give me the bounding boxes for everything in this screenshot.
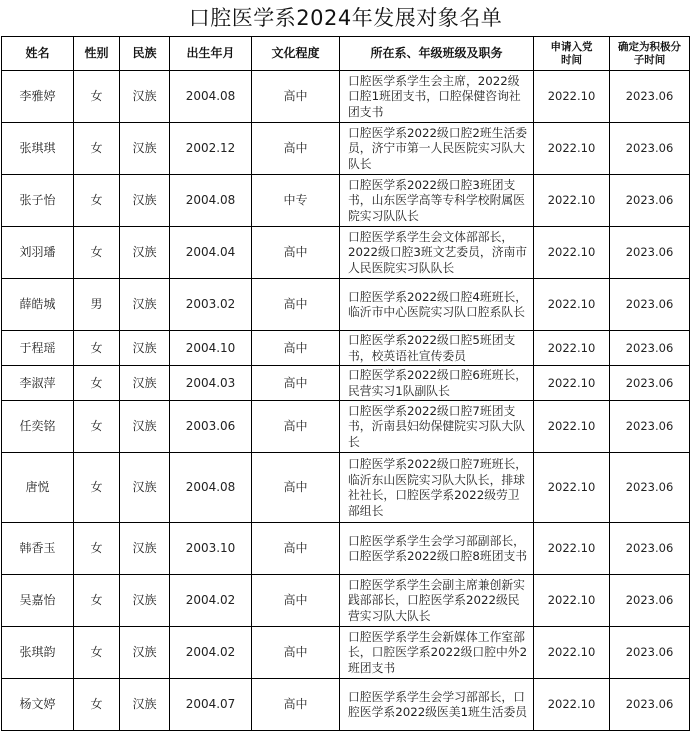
cell-position: 口腔医学系学生会学习部副部长，口腔医学系2022级口腔8班团支书 (340, 523, 534, 575)
cell-gender: 女 (74, 453, 120, 523)
table-row (2, 453, 690, 523)
cell-ethnicity: 汉族 (120, 279, 170, 331)
cell-name: 刘羽璠 (2, 227, 74, 279)
table-row (2, 401, 690, 453)
header-gender: 性别 (74, 37, 120, 71)
cell-birth: 2004.10 (170, 331, 252, 366)
cell-ethnicity: 汉族 (120, 227, 170, 279)
header-education: 文化程度 (252, 37, 340, 71)
cell-position: 口腔医学系学生会副主席兼创新实践部部长，口腔医学系2022级民营实习队大队长 (340, 575, 534, 627)
cell-apply-date: 2022.10 (534, 123, 610, 175)
cell-ethnicity: 汉族 (120, 453, 170, 523)
cell-ethnicity: 汉族 (120, 627, 170, 679)
cell-name: 吴嘉怡 (2, 575, 74, 627)
cell-apply-date: 2022.10 (534, 523, 610, 575)
cell-position: 口腔医学系2022级口腔5班团支书，校英语社宣传委员 (340, 331, 534, 366)
cell-gender: 女 (74, 175, 120, 227)
cell-ethnicity: 汉族 (120, 175, 170, 227)
cell-apply-date: 2022.10 (534, 679, 610, 731)
header-apply-date: 申请入党时间 (534, 37, 610, 71)
cell-position: 口腔医学系2022级口腔7班班长，临沂东山医院实习队大队长，排球社社长，口腔医学系2022级劳卫部组长 (340, 453, 534, 523)
cell-education: 高中 (252, 453, 340, 523)
cell-ethnicity: 汉族 (120, 123, 170, 175)
cell-name: 李雅婷 (2, 71, 74, 123)
table-row (2, 679, 690, 731)
cell-name: 张琪琪 (2, 123, 74, 175)
cell-activist-date: 2023.06 (610, 453, 690, 523)
cell-activist-date: 2023.06 (610, 627, 690, 679)
cell-birth: 2003.06 (170, 401, 252, 453)
cell-education: 高中 (252, 401, 340, 453)
cell-name: 韩香玉 (2, 523, 74, 575)
cell-gender: 男 (74, 279, 120, 331)
cell-apply-date: 2022.10 (534, 175, 610, 227)
cell-education: 高中 (252, 627, 340, 679)
cell-position: 口腔医学系2022级口腔7班团支书，沂南县妇幼保健院实习队大队长 (340, 401, 534, 453)
cell-activist-date: 2023.06 (610, 366, 690, 401)
cell-position: 口腔医学系2022级口腔3班团支书，山东医学高等专科学校附属医院实习队队长 (340, 175, 534, 227)
cell-apply-date: 2022.10 (534, 453, 610, 523)
cell-birth: 2003.02 (170, 279, 252, 331)
cell-position: 口腔医学系2022级口腔4班班长，临沂市中心医院实习队口腔系队长 (340, 279, 534, 331)
table-row (2, 175, 690, 227)
cell-ethnicity: 汉族 (120, 71, 170, 123)
cell-birth: 2004.02 (170, 575, 252, 627)
header-row (2, 37, 690, 71)
candidate-table (1, 36, 690, 731)
cell-education: 高中 (252, 331, 340, 366)
cell-apply-date: 2022.10 (534, 575, 610, 627)
table-row (2, 123, 690, 175)
cell-birth: 2004.02 (170, 627, 252, 679)
cell-gender: 女 (74, 227, 120, 279)
cell-birth: 2003.10 (170, 523, 252, 575)
cell-birth: 2004.08 (170, 175, 252, 227)
cell-name: 任奕铭 (2, 401, 74, 453)
cell-ethnicity: 汉族 (120, 679, 170, 731)
cell-apply-date: 2022.10 (534, 401, 610, 453)
table-row (2, 627, 690, 679)
cell-education: 高中 (252, 366, 340, 401)
header-activist-date: 确定为积极分子时间 (610, 37, 690, 71)
cell-apply-date: 2022.10 (534, 366, 610, 401)
cell-birth: 2004.08 (170, 453, 252, 523)
cell-name: 李淑萍 (2, 366, 74, 401)
cell-apply-date: 2022.10 (534, 71, 610, 123)
cell-position: 口腔医学系学生会文体部部长，2022级口腔3班文艺委员，济南市人民医院实习队队长 (340, 227, 534, 279)
cell-position: 口腔医学系2022级口腔6班班长，民营实习1队副队长 (340, 366, 534, 401)
cell-name: 唐悦 (2, 453, 74, 523)
cell-education: 高中 (252, 523, 340, 575)
cell-gender: 女 (74, 575, 120, 627)
table-body (2, 71, 690, 731)
cell-gender: 女 (74, 331, 120, 366)
cell-apply-date: 2022.10 (534, 279, 610, 331)
cell-name: 于程瑶 (2, 331, 74, 366)
table-row (2, 227, 690, 279)
page-title: 口腔医学系2024年发展对象名单 (188, 6, 503, 30)
cell-ethnicity: 汉族 (120, 575, 170, 627)
cell-education: 高中 (252, 227, 340, 279)
cell-apply-date: 2022.10 (534, 331, 610, 366)
cell-gender: 女 (74, 627, 120, 679)
cell-name: 张琪韵 (2, 627, 74, 679)
cell-activist-date: 2023.06 (610, 123, 690, 175)
cell-apply-date: 2022.10 (534, 627, 610, 679)
cell-ethnicity: 汉族 (120, 331, 170, 366)
cell-ethnicity: 汉族 (120, 401, 170, 453)
cell-activist-date: 2023.06 (610, 227, 690, 279)
header-position: 所在系、年级班级及职务 (340, 37, 534, 71)
cell-birth: 2002.12 (170, 123, 252, 175)
cell-activist-date: 2023.06 (610, 401, 690, 453)
cell-position: 口腔医学系学生会主席，2022级口腔1班团支书，口腔保健咨询社团支书 (340, 71, 534, 123)
table-row (2, 279, 690, 331)
cell-ethnicity: 汉族 (120, 366, 170, 401)
cell-activist-date: 2023.06 (610, 523, 690, 575)
cell-education: 高中 (252, 71, 340, 123)
header-birth: 出生年月 (170, 37, 252, 71)
cell-activist-date: 2023.06 (610, 331, 690, 366)
cell-gender: 女 (74, 523, 120, 575)
cell-name: 杨文婷 (2, 679, 74, 731)
table-row (2, 366, 690, 401)
cell-education: 高中 (252, 575, 340, 627)
cell-birth: 2004.07 (170, 679, 252, 731)
cell-name: 薛皓城 (2, 279, 74, 331)
cell-apply-date: 2022.10 (534, 227, 610, 279)
cell-position: 口腔医学系学生会新媒体工作室部长，口腔医学系2022级口腔中外2班团支书 (340, 627, 534, 679)
header-ethnicity: 民族 (120, 37, 170, 71)
cell-gender: 女 (74, 71, 120, 123)
cell-education: 高中 (252, 679, 340, 731)
cell-activist-date: 2023.06 (610, 279, 690, 331)
table-row (2, 331, 690, 366)
cell-activist-date: 2023.06 (610, 175, 690, 227)
cell-education: 中专 (252, 175, 340, 227)
cell-gender: 女 (74, 679, 120, 731)
cell-gender: 女 (74, 366, 120, 401)
cell-name: 张子怡 (2, 175, 74, 227)
cell-birth: 2004.04 (170, 227, 252, 279)
cell-activist-date: 2023.06 (610, 71, 690, 123)
cell-birth: 2004.08 (170, 71, 252, 123)
table-row (2, 71, 690, 123)
header-name: 姓名 (2, 37, 74, 71)
cell-position: 口腔医学系2022级口腔2班生活委员，济宁市第一人民医院实习队大队长 (340, 123, 534, 175)
cell-activist-date: 2023.06 (610, 679, 690, 731)
cell-position: 口腔医学系学生会学习部部长，口腔医学系2022级医美1班生活委员 (340, 679, 534, 731)
cell-gender: 女 (74, 401, 120, 453)
cell-education: 高中 (252, 279, 340, 331)
cell-birth: 2004.03 (170, 366, 252, 401)
table-row (2, 523, 690, 575)
cell-education: 高中 (252, 123, 340, 175)
table-row (2, 575, 690, 627)
cell-gender: 女 (74, 123, 120, 175)
cell-ethnicity: 汉族 (120, 523, 170, 575)
cell-activist-date: 2023.06 (610, 575, 690, 627)
